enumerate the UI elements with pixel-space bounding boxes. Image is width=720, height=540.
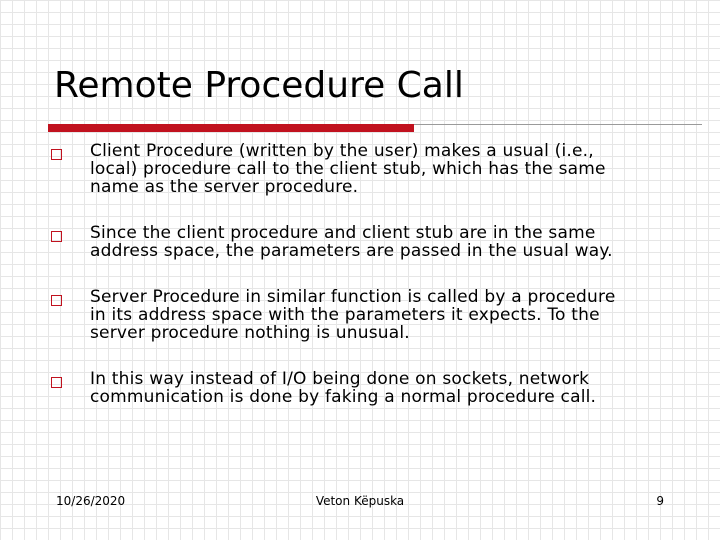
title-accent-bar [48, 124, 414, 132]
bullet-line: Server Procedure in similar function is called by a procedure [90, 287, 616, 307]
slide-title: Remote Procedure Call [54, 65, 464, 106]
bullet-line: server procedure nothing is unusual. [90, 323, 410, 343]
bullet-item [54, 288, 684, 342]
bullet-line: communication is done by faking a normal procedure call. [90, 387, 597, 407]
bullet-line: local) procedure call to the client stub, which has the same [90, 159, 606, 179]
bullet-line: address space, the parameters are passed in the usual way. [90, 241, 613, 261]
bullet-line: Since the client procedure and client stub are in the same [90, 223, 596, 243]
footer-date: 10/26/2020 [56, 494, 126, 508]
bullet-line: name as the server procedure. [90, 177, 359, 197]
footer-page-number: 9 [656, 494, 664, 508]
bullet-item [54, 370, 684, 406]
bullet-list [54, 142, 684, 406]
bullet-item [54, 224, 684, 260]
hollow-square-icon [51, 149, 62, 160]
bullet-item [54, 142, 684, 196]
bullet-line: in its address space with the parameters it expects. To the [90, 305, 600, 325]
hollow-square-icon [51, 295, 62, 306]
hollow-square-icon [51, 377, 62, 388]
footer-author: Veton Këpuska [315, 494, 405, 508]
bullet-line: Client Procedure (written by the user) makes a usual (i.e., [90, 141, 594, 161]
bullet-line: In this way instead of I/O being done on sockets, network [90, 369, 590, 389]
hollow-square-icon [51, 231, 62, 242]
